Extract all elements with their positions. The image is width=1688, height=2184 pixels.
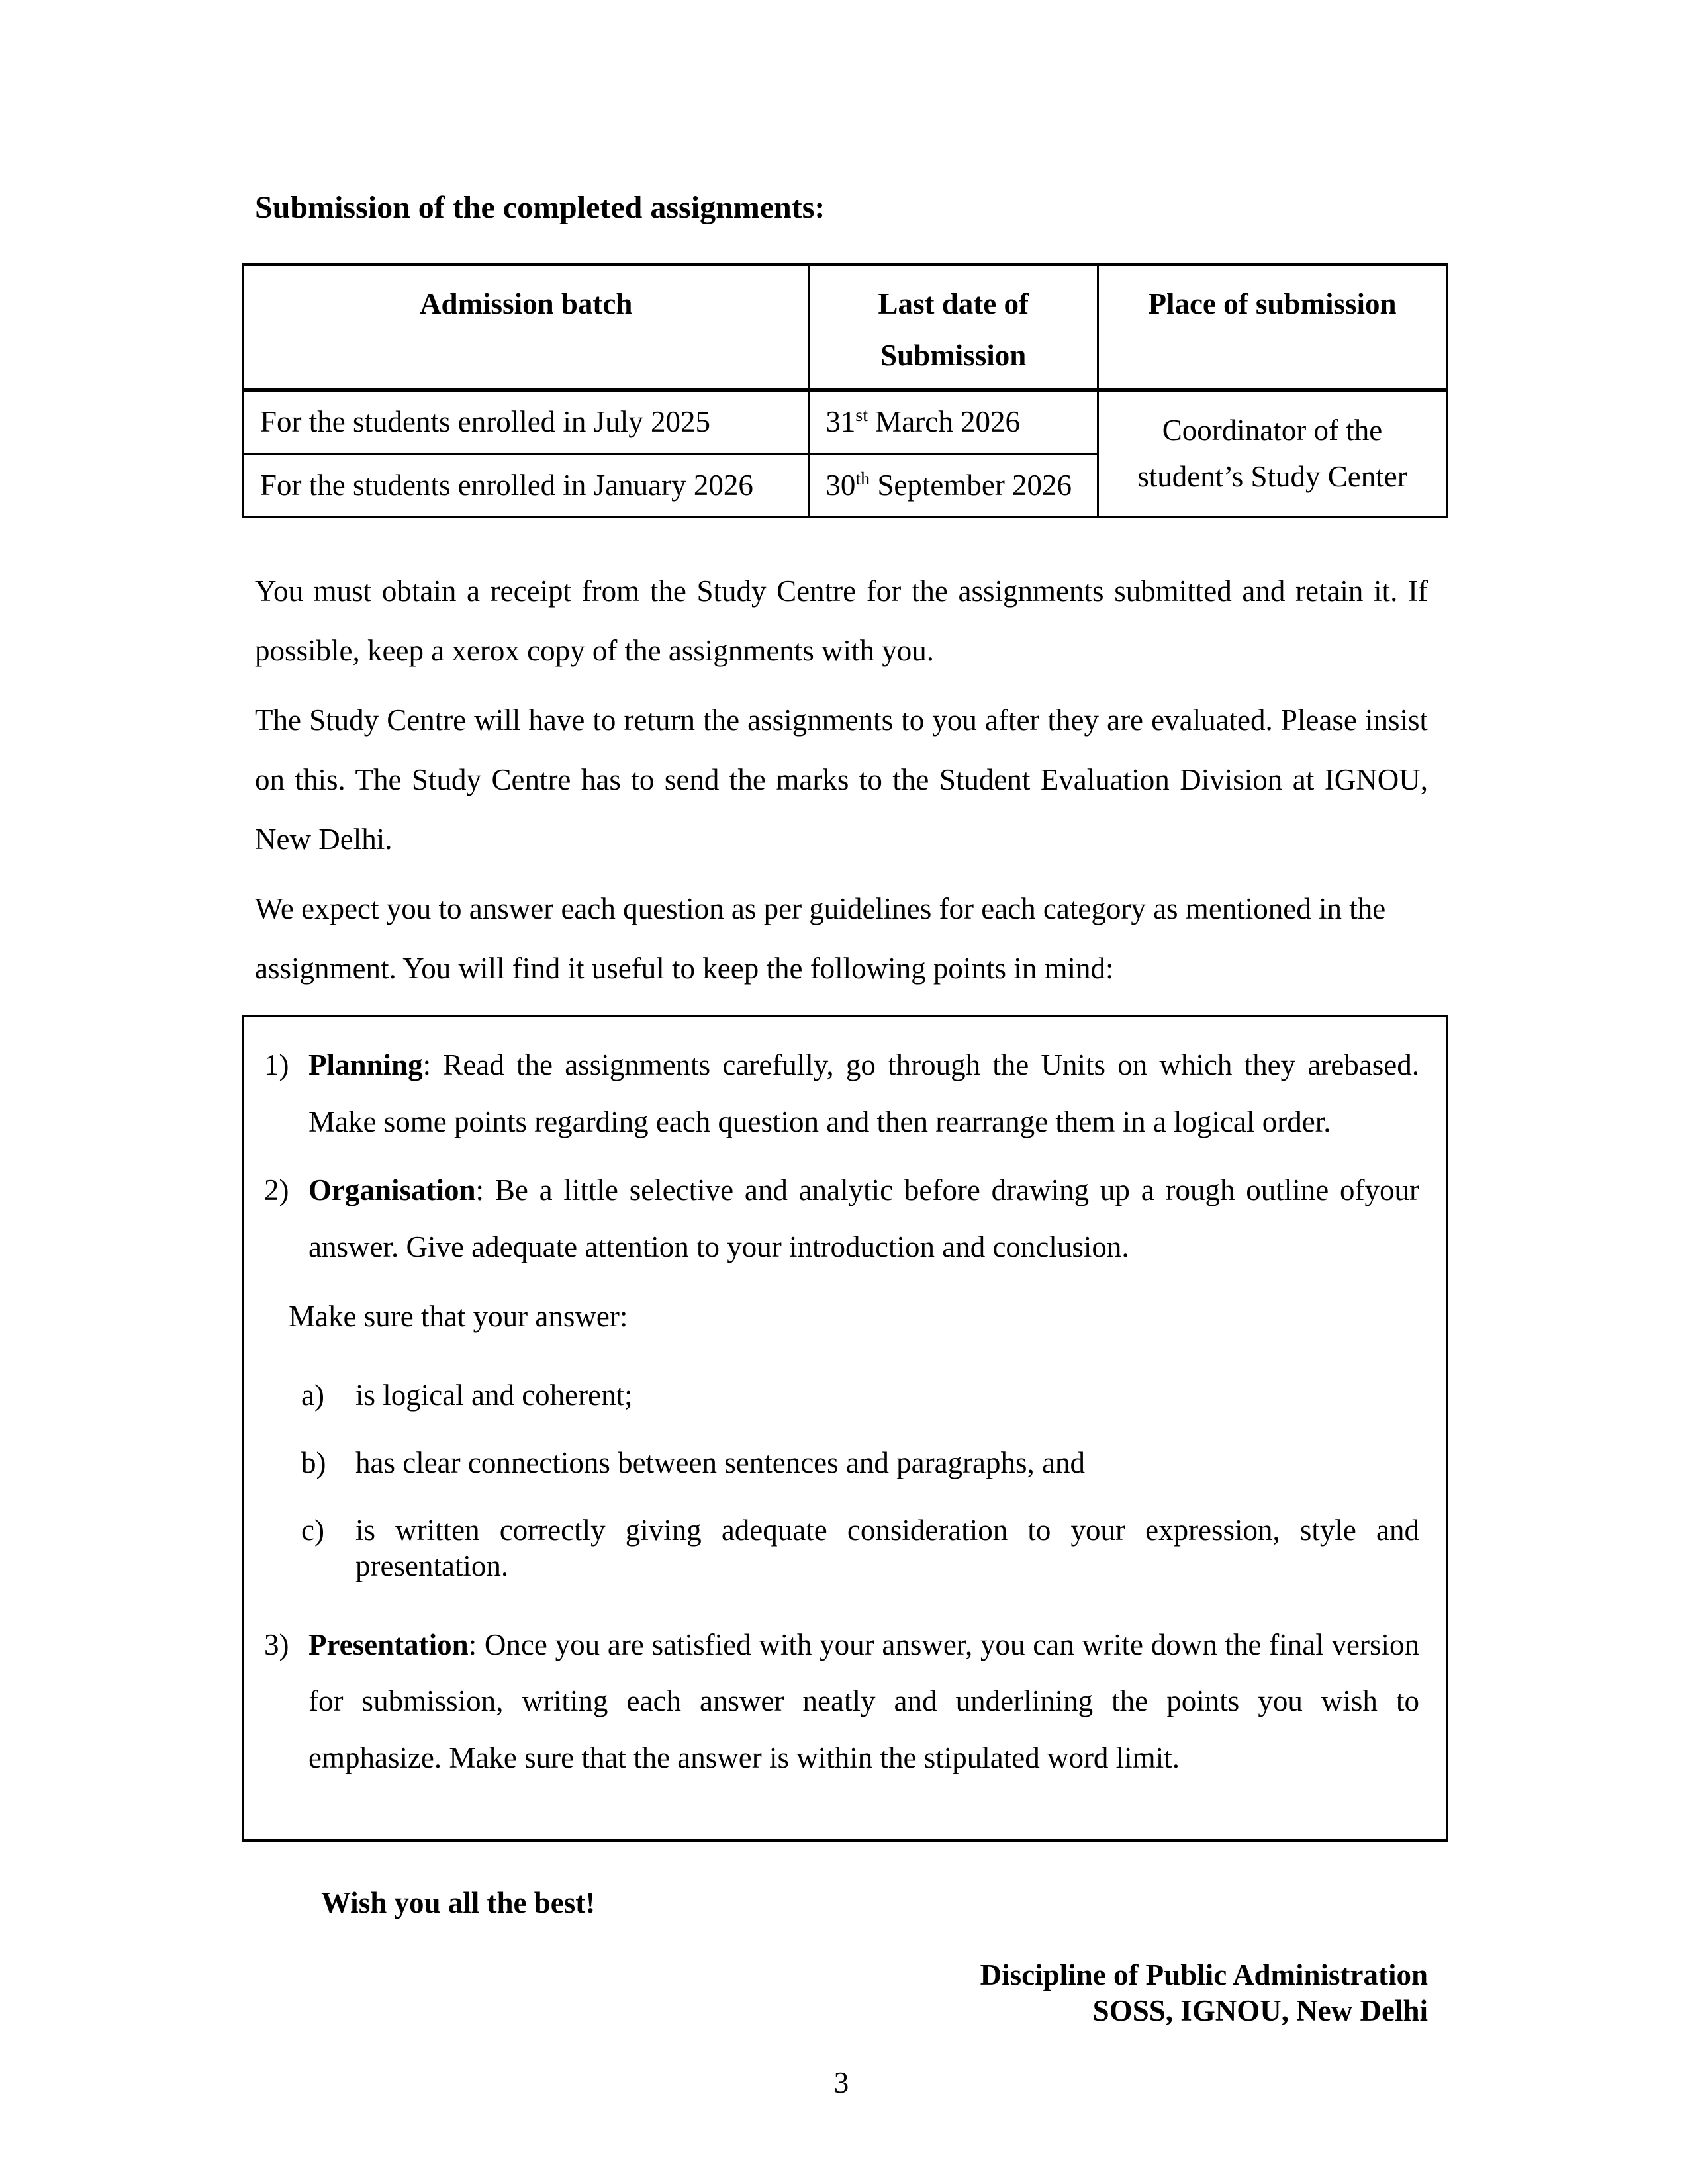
header-last-date: Last date of Submission <box>809 265 1098 390</box>
date-september-2026-cell <box>809 454 1098 518</box>
sub-text: has clear connections between sentences and paragraphs, and <box>355 1445 1086 1479</box>
batch-january-2026-cell: For the students enrolled in January 2026 <box>243 454 809 518</box>
sub-item-c <box>264 1512 1419 1584</box>
sub-marker: a) <box>301 1378 324 1412</box>
page-title: Submission of the completed assignments: <box>255 190 825 225</box>
table-header-row <box>243 265 1447 390</box>
date-rest: March 2026 <box>868 405 1020 439</box>
item-marker: 1) <box>264 1048 289 1082</box>
guideline-planning <box>264 1037 1419 1150</box>
paragraph-receipt: You must obtain a receipt from the Study Centre for the assignments submitted and retain it. If possible, keep a xerox copy of the assignments with you. <box>255 574 1428 668</box>
item-label: Organisation <box>308 1173 476 1207</box>
signature-line-2: SOSS, IGNOU, New Delhi <box>1092 1994 1428 2028</box>
closing-wish: Wish you all the best! <box>321 1886 596 1920</box>
item-text: : Read the assignments carefully, go through the Units on which they arebased. Make some points regarding each question and then rearrange them in a logical order. <box>308 1048 1419 1138</box>
date-rest: September 2026 <box>870 468 1072 502</box>
sub-marker: c) <box>301 1513 324 1547</box>
item-marker: 3) <box>264 1627 289 1661</box>
sub-text: is written correctly giving adequate consideration to your expression, style and presentation. <box>355 1513 1419 1582</box>
date-march-2026-cell <box>809 390 1098 454</box>
header-place: Place of submission <box>1098 265 1447 390</box>
page-number: 3 <box>833 2066 849 2100</box>
date-day: 31 <box>825 405 856 439</box>
signature-line-1: Discipline of Public Administration <box>980 1958 1428 1992</box>
sub-text: is logical and coherent; <box>355 1378 633 1412</box>
guideline-organisation <box>264 1162 1419 1275</box>
make-sure-intro: Make sure that your answer: <box>289 1300 628 1334</box>
item-label: Presentation <box>308 1627 469 1661</box>
sub-marker: b) <box>301 1445 326 1479</box>
date-ordinal: st <box>855 405 868 426</box>
date-day: 30 <box>825 468 856 502</box>
date-ordinal: th <box>855 468 870 489</box>
item-marker: 2) <box>264 1173 289 1207</box>
paragraph-expect: We expect you to answer each question as per guidelines for each category as mentioned in the assignment. You will find it useful to keep the following points in mind: <box>255 892 1386 985</box>
table-row <box>243 390 1447 454</box>
signature-block <box>255 1957 1428 2028</box>
paragraph-return: The Study Centre will have to return the assignments to you after they are evaluated. Please insist on this. The Study Centre has to send the marks to the Student Evaluation Division at IGNOU, New Delhi. <box>255 704 1428 856</box>
item-text: : Once you are satisfied with your answer, you can write down the final version for submission, writing each answer neatly and underlining the points you wish to emphasize. Make sure that the answer is within the stipulated word limit. <box>308 1627 1419 1774</box>
place-of-submission-cell: Coordinator of the student’s Study Center <box>1098 390 1447 518</box>
guideline-presentation <box>264 1617 1419 1787</box>
sub-item-a <box>264 1377 1419 1413</box>
item-text: : Be a little selective and analytic before drawing up a rough outline ofyour answer. Give adequate attention to your introduction and conclusion. <box>308 1173 1419 1263</box>
header-admission-batch: Admission batch <box>243 265 809 390</box>
sub-item-b <box>264 1445 1419 1480</box>
guidelines-box <box>242 1015 1448 1842</box>
batch-july-2025-cell: For the students enrolled in July 2025 <box>243 390 809 454</box>
item-label: Planning <box>308 1048 423 1082</box>
submission-table <box>242 263 1448 519</box>
